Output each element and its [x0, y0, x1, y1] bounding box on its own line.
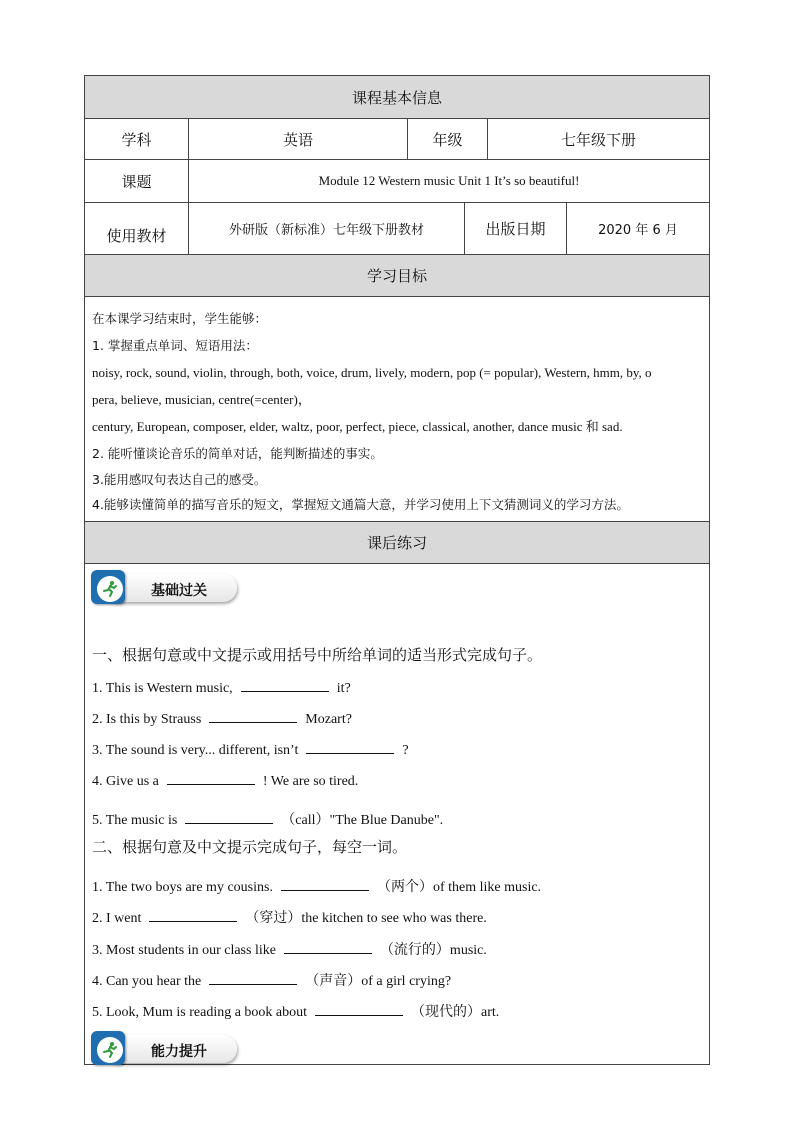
runner-icon — [91, 570, 125, 604]
s1-question-2 — [92, 710, 352, 728]
s2-question-1 — [92, 876, 541, 896]
s1-q1-text-a: 1. This is Western music, — [92, 681, 233, 696]
topic-value: Module 12 Western music Unit 1 It’s so beautiful! — [188, 160, 709, 202]
s1-q5-text-b: （call）"The Blue Danube". — [281, 813, 444, 828]
runner-icon — [91, 1031, 125, 1065]
s2-q2-text-a: 2. I went — [92, 911, 142, 926]
s1-q4-text-a: 4. Give us a — [92, 774, 159, 789]
basic-badge-label: 基础过关 — [151, 583, 207, 599]
answer-blank[interactable] — [149, 909, 237, 922]
s2-q1-text-a: 1. The two boys are my cousins. — [92, 880, 273, 895]
s2-question-4 — [92, 970, 451, 990]
s2-q5-text-b: （现代的）art. — [411, 1005, 500, 1020]
vocab-line-1: noisy, rock, sound, violin, through, both, voice, drum, lively, modern, pop (= popular), Western, hmm, by, o — [92, 365, 652, 380]
objectives-header: 学习目标 — [366, 267, 427, 285]
s2-q2-text-b: （穿过）the kitchen to see who was there. — [245, 911, 487, 926]
homework-content — [85, 564, 709, 1064]
s2-question-5 — [92, 1001, 499, 1021]
s1-q5-text-a: 5. The music is — [92, 813, 178, 828]
answer-blank[interactable] — [167, 772, 255, 785]
answer-blank[interactable] — [281, 878, 369, 891]
advanced-badge-label: 能力提升 — [151, 1044, 207, 1060]
objective-item-3: 3.能用感叹句表达自己的感受。 — [92, 472, 267, 487]
vocab-line-3: century, European, composer, elder, waltz, poor, perfect, piece, classical, another, dance music 和 sad. — [92, 419, 623, 434]
s2-q4-text-a: 4. Can you hear the — [92, 974, 202, 989]
topic-label: 课题 — [121, 172, 152, 191]
advanced-badge — [89, 1029, 239, 1069]
s2-q5-text-a: 5. Look, Mum is reading a book about — [92, 1005, 308, 1020]
grade-value: 七年级下册 — [487, 119, 709, 159]
course-info-header-row — [85, 76, 709, 119]
subject-row — [85, 119, 709, 160]
answer-blank[interactable] — [315, 1003, 403, 1016]
objectives-intro: 在本课学习结束时，学生能够： — [92, 311, 268, 326]
s1-q4-text-b: ! We are so tired. — [262, 774, 359, 789]
textbook-value: 外研版（新标准）七年级下册教材 — [188, 203, 464, 254]
s1-q3-text-b: ? — [402, 743, 409, 758]
answer-blank[interactable] — [241, 679, 329, 692]
s1-q2-text-b: Mozart? — [305, 712, 352, 727]
s1-question-4 — [92, 772, 358, 790]
answer-blank[interactable] — [185, 811, 273, 824]
course-table — [84, 75, 710, 1065]
s2-q1-text-b: （两个）of them like music. — [376, 880, 542, 895]
objective-item-2: 2. 能听懂谈论音乐的简单对话，能判断描述的事实。 — [92, 446, 383, 461]
s2-q3-text-b: （流行的）music. — [379, 943, 487, 958]
topic-row — [85, 160, 709, 203]
s2-question-2 — [92, 907, 487, 927]
s2-q4-text-b: （声音）of a girl crying? — [305, 974, 452, 989]
answer-blank[interactable] — [306, 741, 394, 754]
s1-q3-text-a: 3. The sound is very... different, isn’t — [92, 743, 299, 758]
objectives-header-row — [85, 255, 709, 297]
s1-question-3 — [92, 741, 409, 759]
subject-value: 英语 — [188, 119, 407, 159]
homework-header-row — [85, 522, 709, 564]
date-value: 2020 年 6 月 — [566, 203, 709, 254]
s2-q3-text-a: 3. Most students in our class like — [92, 943, 276, 958]
answer-blank[interactable] — [209, 972, 297, 985]
grade-label: 年级 — [407, 119, 487, 159]
course-info-header: 课程基本信息 — [351, 88, 442, 107]
objectives-content — [85, 297, 709, 522]
objective-item-4: 4.能够读懂简单的描写音乐的短文，掌握短文通篇大意，并学习使用上下文猜测词义的学习方法。 — [92, 497, 629, 512]
s2-question-3 — [92, 939, 487, 959]
s1-question-5 — [92, 809, 443, 829]
section-1-title: 一、根据句意或中文提示或用括号中所给单词的适当形式完成句子。 — [92, 646, 543, 664]
textbook-row — [85, 203, 709, 255]
objective-item-1: 1. 掌握重点单词、短语用法： — [92, 338, 258, 353]
homework-header: 课后练习 — [366, 534, 427, 552]
s1-q1-text-b: it? — [336, 681, 351, 696]
basic-badge — [89, 568, 239, 608]
textbook-label: 使用教材 — [106, 227, 167, 245]
answer-blank[interactable] — [209, 710, 297, 723]
section-2-title: 二、根据句意及中文提示完成句子，每空一词。 — [92, 838, 408, 856]
subject-label: 学科 — [121, 130, 152, 149]
date-label: 出版日期 — [464, 203, 566, 254]
s1-question-1 — [92, 679, 351, 697]
s1-q2-text-a: 2. Is this by Strauss — [92, 712, 202, 727]
vocab-line-2: pera, believe, musician, centre(=center)， — [92, 392, 311, 407]
answer-blank[interactable] — [284, 941, 372, 954]
